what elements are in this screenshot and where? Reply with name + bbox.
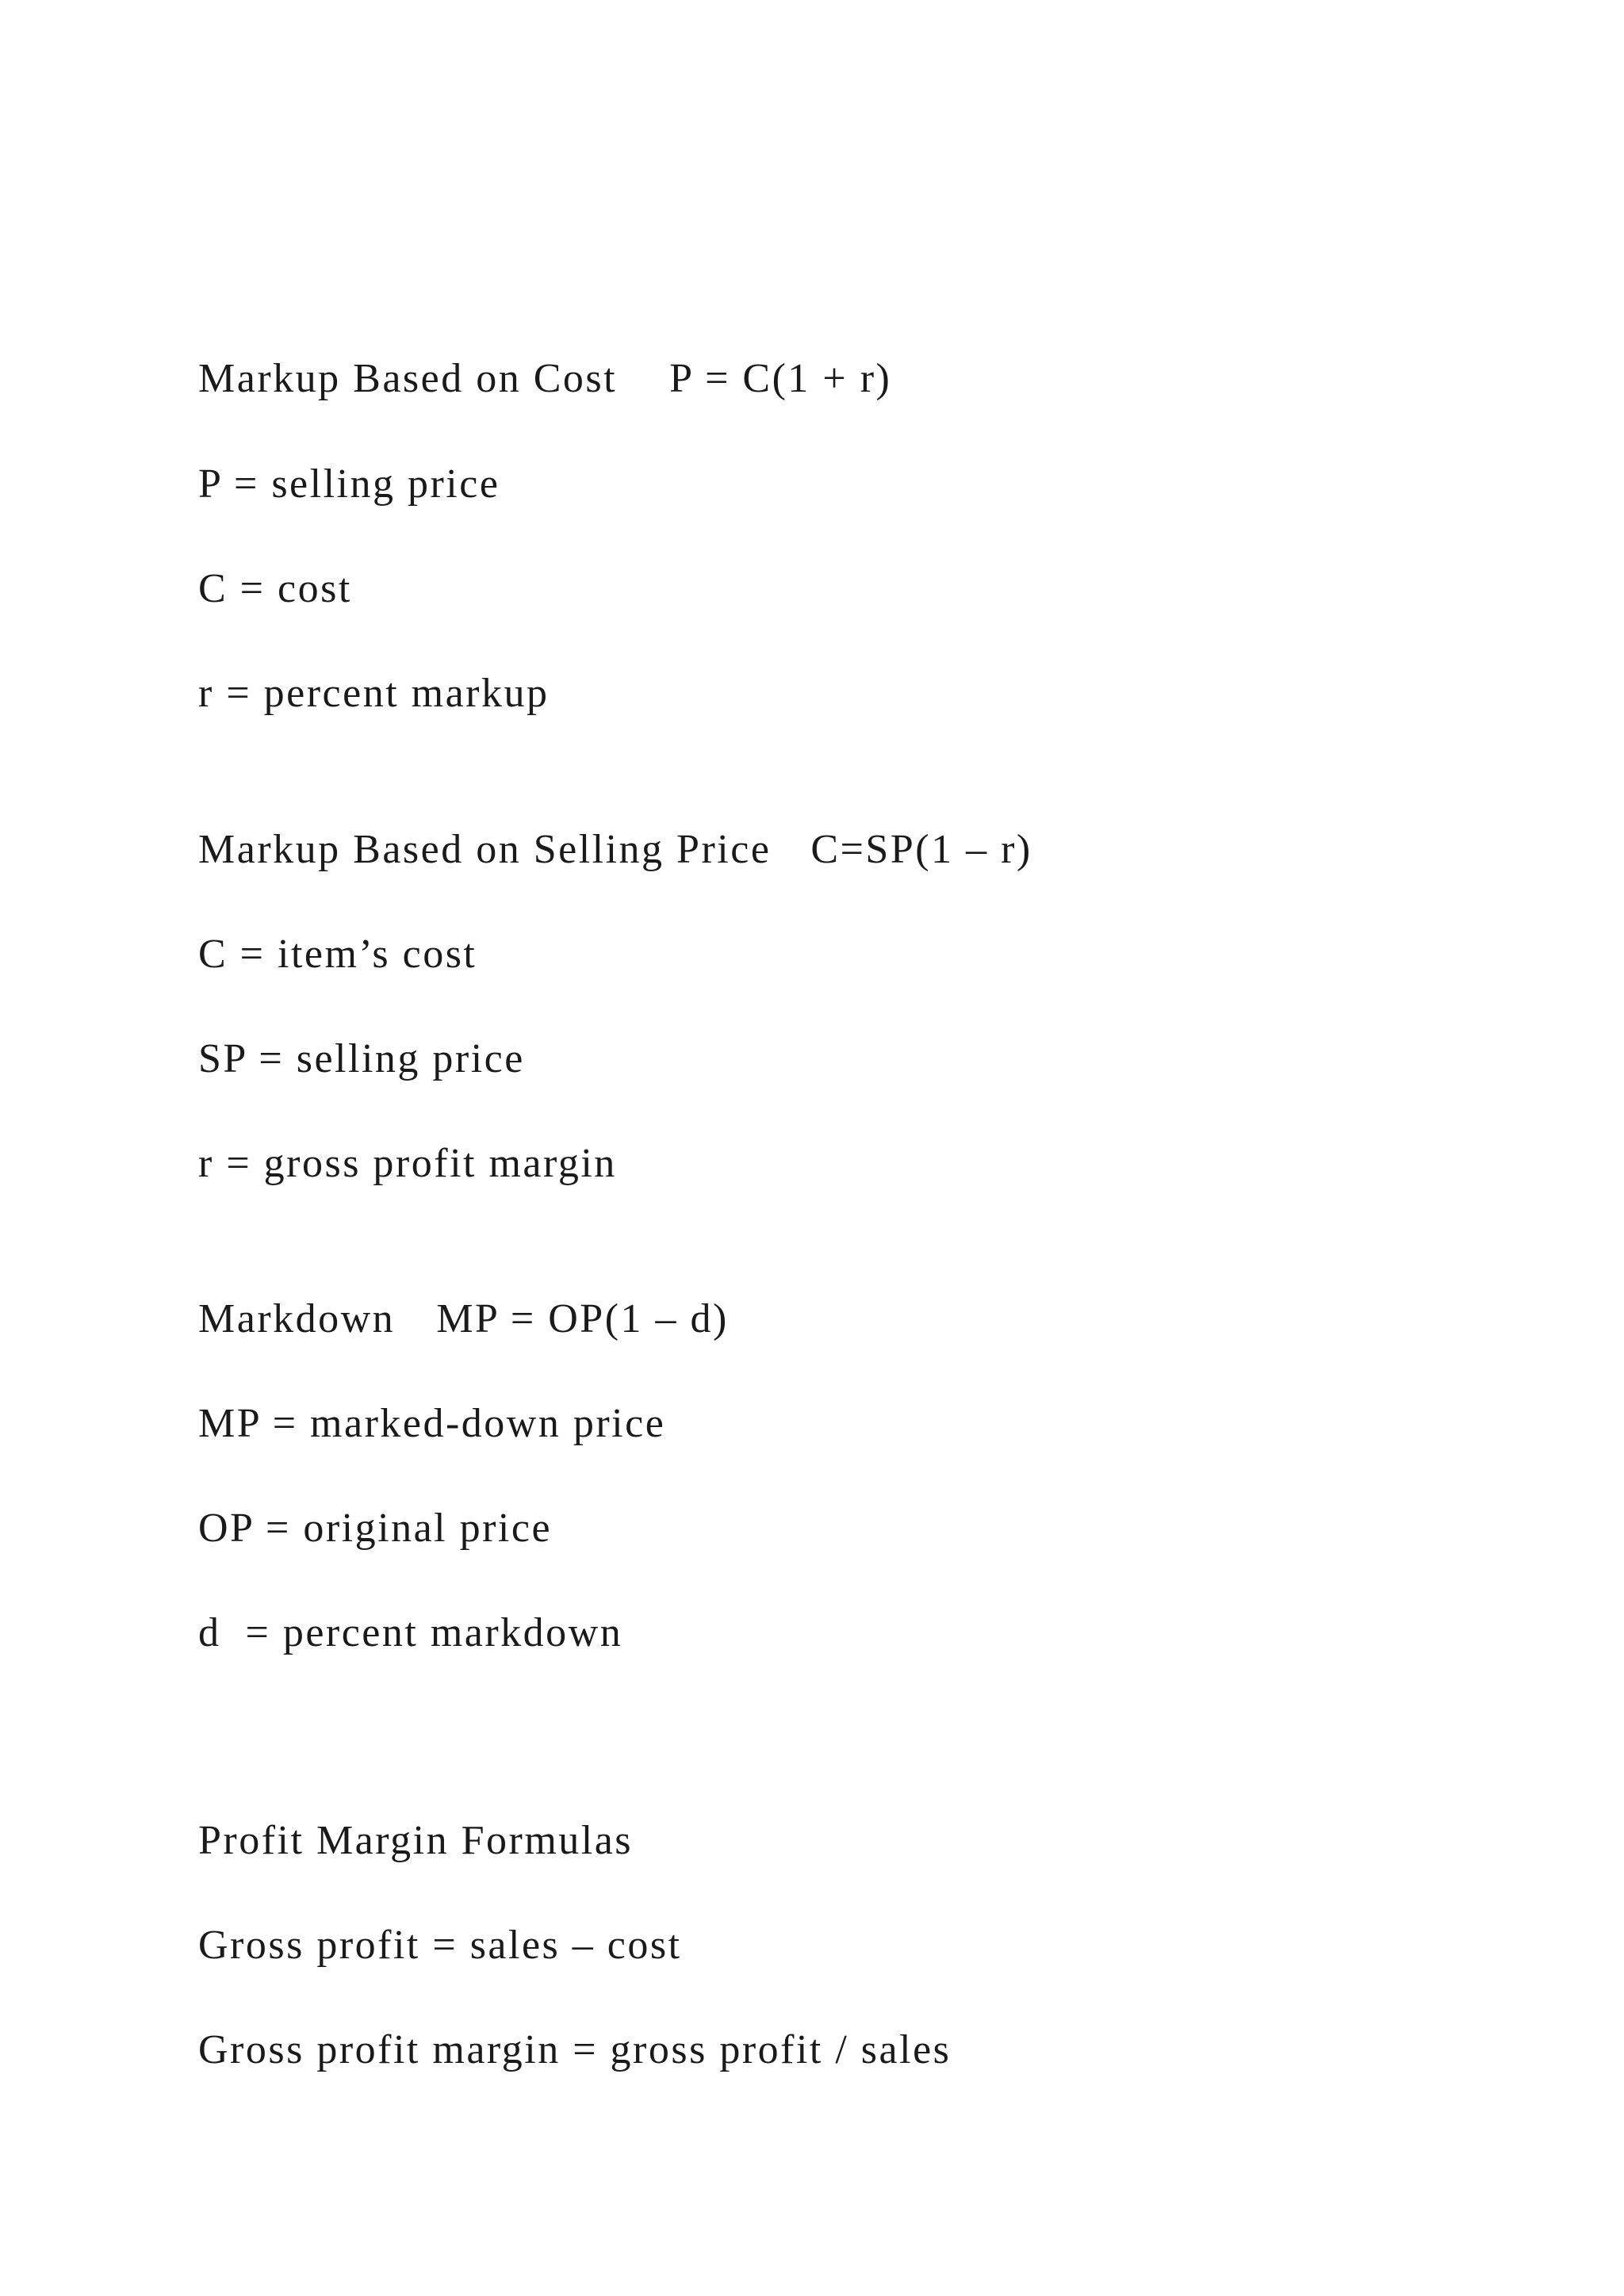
definition-line: MP = marked-down price [198, 1401, 666, 1446]
definition-line: C = item’s cost [198, 932, 477, 977]
definition-line: C = cost [198, 566, 352, 611]
section-heading-markdown [198, 1296, 729, 1341]
formula: MP = OP(1 – d) [436, 1296, 729, 1341]
definition-line: OP = original price [198, 1506, 553, 1551]
definition-line: Gross profit = sales – cost [198, 1923, 682, 1968]
formula: C=SP(1 – r) [810, 827, 1032, 872]
formula: P = C(1 + r) [669, 356, 892, 401]
section-title: Markup Based on Cost [198, 356, 618, 401]
section-heading-markup-cost [198, 358, 891, 400]
section-title: Markdown [198, 1296, 396, 1341]
definition-line: r = percent markup [198, 671, 550, 716]
definition-line: SP = selling price [198, 1036, 525, 1081]
definition-line: d = percent markdown [198, 1610, 623, 1655]
section-title: Markup Based on Selling Price [198, 827, 772, 872]
definition-line: r = gross profit margin [198, 1141, 617, 1186]
definition-line: Gross profit margin = gross profit / sales [198, 2027, 952, 2072]
section-heading-profit-margin: Profit Margin Formulas [198, 1818, 634, 1863]
definition-line: P = selling price [198, 461, 500, 507]
section-heading-markup-selling-price [198, 829, 1032, 871]
